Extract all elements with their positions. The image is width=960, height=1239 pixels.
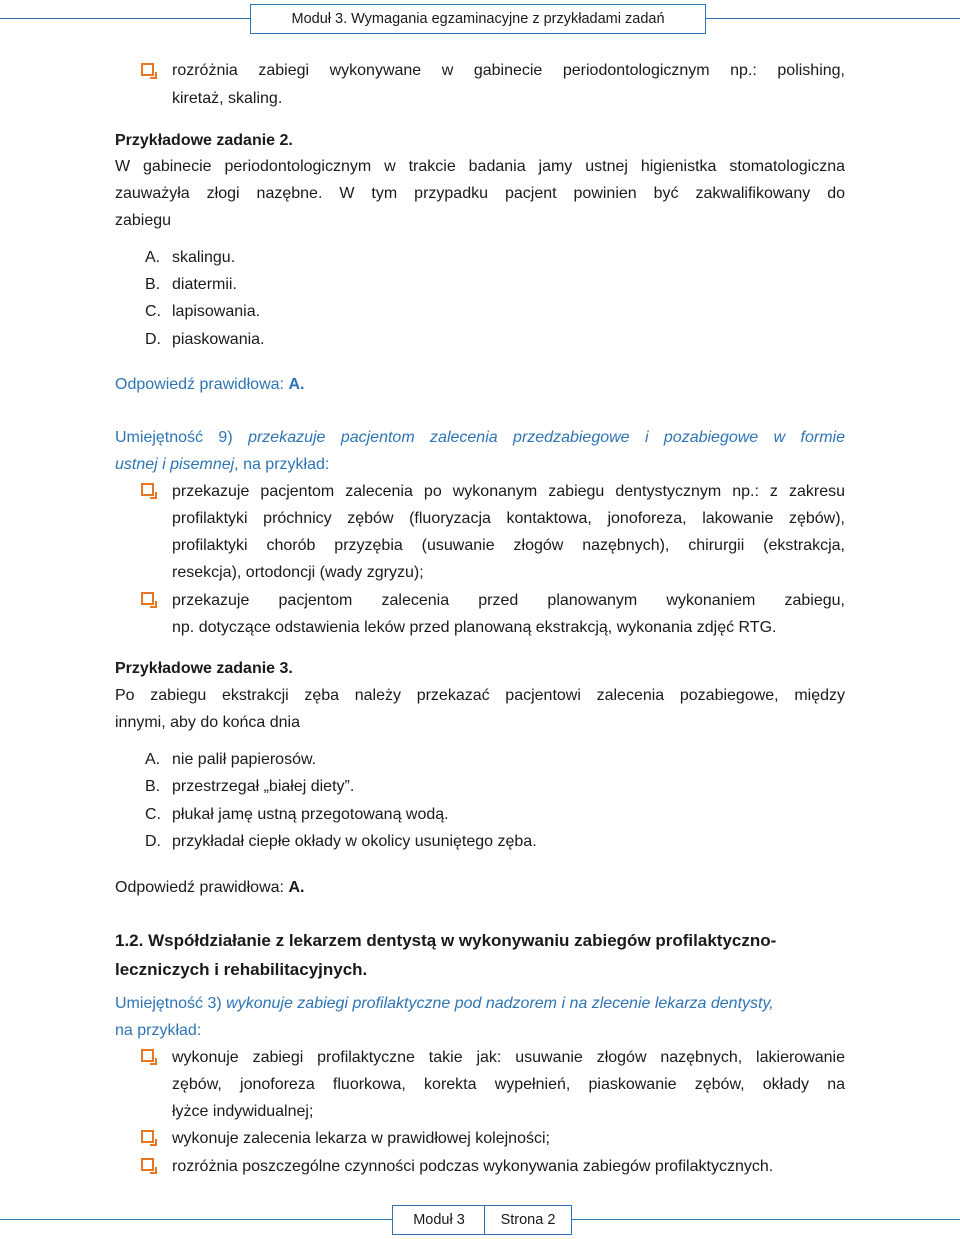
answer-label: Odpowiedź prawidłowa: (115, 879, 284, 896)
task-question-line: zauważyła złogi nazębne. W tym przypadku pacjent powinien być zakwalifikowany do (115, 185, 845, 202)
checkbox-bullet-icon (141, 592, 154, 605)
option-text: lapisowania. (172, 303, 261, 320)
checkbox-bullet-icon (141, 1130, 154, 1143)
answer-line (115, 375, 304, 395)
bullet-text: np. dotyczące odstawienia leków przed planowaną ekstrakcją, wykonania zdjęć RTG. (172, 619, 777, 636)
option-text: nie palił papierosów. (172, 751, 317, 768)
task-title: Przykładowe zadanie 2. (115, 132, 293, 149)
checkbox-bullet-icon (141, 63, 154, 76)
task-question-line: zabiegu (115, 212, 172, 229)
bullet-text: rozróżnia zabiegi wykonywane w gabinecie periodontologicznym np.: polishing, (172, 62, 845, 79)
section-heading-line (115, 930, 776, 952)
skill-example-label: , na przykład: (234, 456, 330, 473)
option-letter: D. (145, 833, 161, 850)
answer-label: Odpowiedź prawidłowa: (115, 376, 284, 393)
bullet-text: przekazuje pacjentom zalecenia przed planowanym wykonaniem zabiegu, (172, 592, 845, 609)
option-text: piaskowania. (172, 331, 265, 348)
task-title: Przykładowe zadanie 3. (115, 660, 293, 677)
bullet-text: rozróżnia poszczególne czynności podczas wykonywania zabiegów profilaktycznych. (172, 1158, 774, 1175)
option-letter: A. (145, 249, 161, 266)
option-letter: C. (145, 806, 161, 823)
section-number: 1.2. (115, 931, 144, 950)
bullet-text: profilaktyki chorób przyzębia (usuwanie złogów nazębnych), chirurgii (ekstrakcja, (172, 537, 845, 554)
bullet-text: przekazuje pacjentom zalecenia po wykonanym zabiegu dentystycznym np.: z zakresu (172, 483, 845, 500)
checkbox-bullet-icon (141, 483, 154, 496)
task-question-line: W gabinecie periodontologicznym w trakcie badania jamy ustnej higienistka stomatologiczna (115, 158, 845, 175)
footer-page-number: Strona 2 (484, 1205, 572, 1235)
skill-description: przekazuje pacjentom zalecenia przedzabiegowe i pozabiegowe w formie (248, 429, 846, 446)
skill-example-label: na przykład: (115, 1022, 202, 1039)
option-letter: B. (145, 276, 161, 293)
bullet-text: łyżce indywidualnej; (172, 1103, 314, 1120)
option-text: płukał jamę ustną przegotowaną wodą. (172, 806, 449, 823)
answer-value: A. (288, 376, 305, 393)
bullet-text: wykonuje zalecenia lekarza w prawidłowej kolejności; (172, 1130, 550, 1147)
option-letter: A. (145, 751, 161, 768)
task-question-line: Po zabiegu ekstrakcji zęba należy przekazać pacjentowi zalecenia pozabiegowe, między (115, 687, 845, 704)
page-header-title: Moduł 3. Wymagania egzaminacyjne z przykładami zadań (250, 4, 706, 34)
checkbox-bullet-icon (141, 1049, 154, 1062)
skill-description: wykonuje zabiegi profilaktyczne pod nadzorem i na zlecenie lekarza dentysty, (226, 995, 774, 1012)
section-title-continued: leczniczych i rehabilitacyjnych. (115, 960, 368, 979)
answer-value: A. (288, 879, 305, 896)
bullet-text: kiretaż, skaling. (172, 90, 283, 107)
option-text: diatermii. (172, 276, 237, 293)
checkbox-bullet-icon (141, 1158, 154, 1171)
section-title: Współdziałanie z lekarzem dentystą w wykonywaniu zabiegów profilaktyczno- (148, 931, 777, 950)
skill-prefix: Umiejętność 3) (115, 995, 222, 1012)
option-letter: D. (145, 331, 161, 348)
answer-line (115, 878, 304, 898)
option-text: skalingu. (172, 249, 236, 266)
option-text: przestrzegał „białej diety”. (172, 778, 355, 795)
option-text: przykładał ciepłe okłady w okolicy usuniętego zęba. (172, 833, 537, 850)
bullet-text: wykonuje zabiegi profilaktyczne takie jak: usuwanie złogów nazębnych, lakierowanie (172, 1049, 845, 1066)
skill-heading-line (115, 428, 845, 448)
bullet-text: profilaktyki próchnicy zębów (fluoryzacja kontaktowa, jonoforeza, lakowanie zębów), (172, 510, 845, 527)
footer-module: Moduł 3 (392, 1205, 486, 1235)
skill-heading-line (115, 994, 774, 1014)
skill-description: ustnej i pisemnej (115, 456, 235, 473)
option-letter: C. (145, 303, 161, 320)
task-question-line: innymi, aby do końca dnia (115, 714, 300, 731)
bullet-text: zębów, jonoforeza fluorkowa, korekta wypełnień, piaskowanie zębów, okłady na (172, 1076, 845, 1093)
skill-heading-line (115, 455, 329, 475)
option-letter: B. (145, 778, 161, 795)
skill-prefix: Umiejętność 9) (115, 429, 233, 446)
bullet-text: resekcja), ortodoncji (wady zgryzu); (172, 564, 424, 581)
